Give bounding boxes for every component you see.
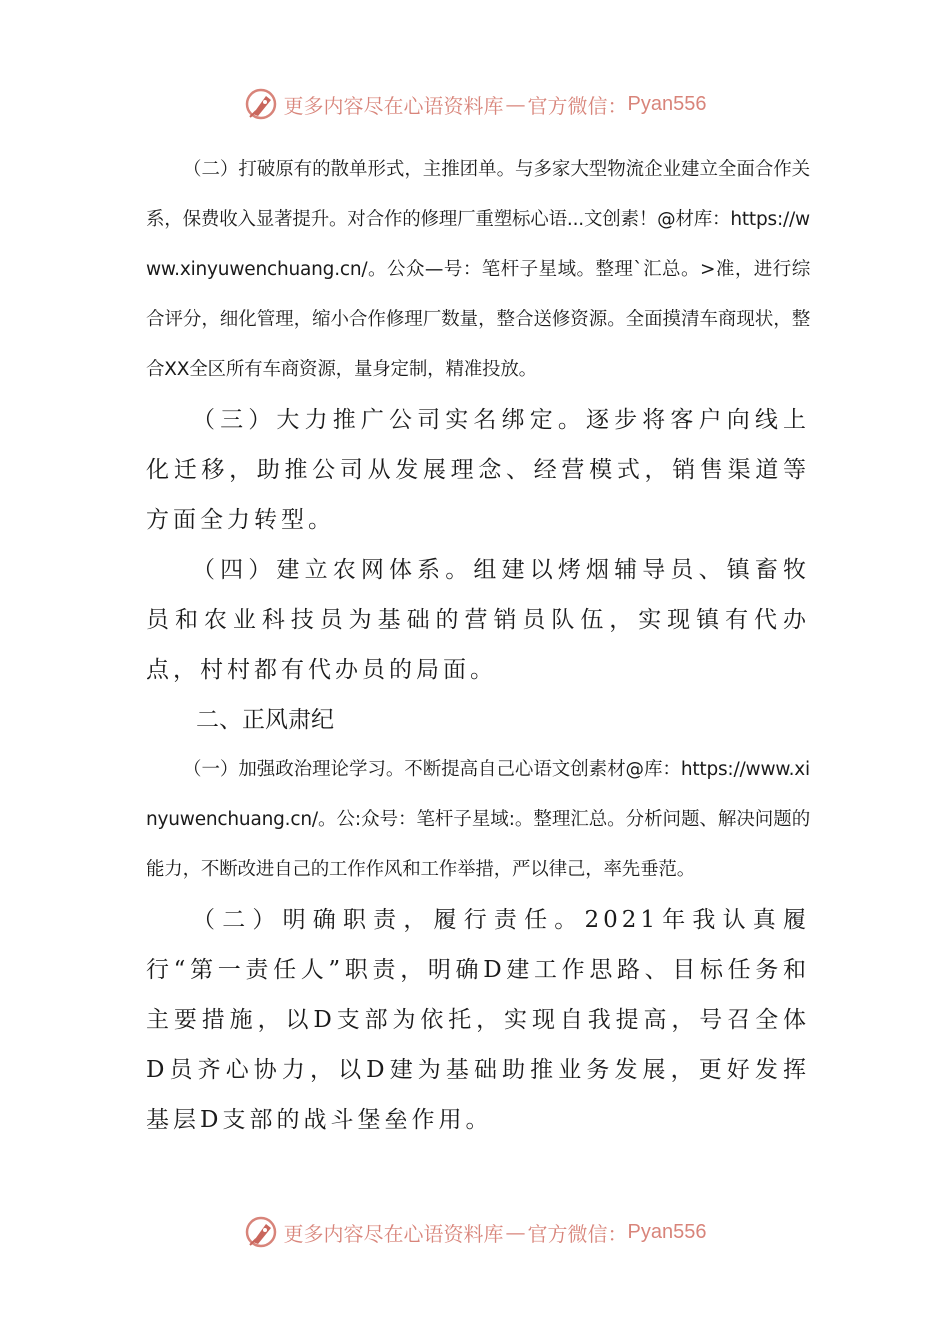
pen-nib-logo-icon <box>244 87 278 121</box>
paragraph-real-name-binding: （三）大力推广公司实名绑定。逐步将客户向线上化迁移，助推公司从发展理念、经营模式，销售渠道等方面全力转型。 <box>146 407 810 533</box>
banner-label: 官方微信： <box>527 1221 628 1246</box>
banner-text: 更多内容尽在心语资料库 <box>283 1221 504 1246</box>
header-watermark-banner <box>0 84 950 124</box>
banner-wechat-id: Pyan556 <box>627 92 707 115</box>
paragraph-rural-network: （四）建立农网体系。组建以烤烟辅导员、镇畜牧员和农业科技员为基础的营销员队伍，实现镇有代办点，村村都有代办员的局面。 <box>146 557 810 683</box>
paragraph-group-orders: （二）打破原有的散单形式，主推团单。与多家大型物流企业建立全面合作关系，保费收入显著提升。对合作的修理厂重塑标心语...文创素！@材库：https://www.xinyuwenchuang.cn/。公众—号：笔杆子星域。整理`汇总。>准，进行综合评分，细化管理，缩小合作修理厂数量，整合送修资源。全面摸清车商现状，整合XX全区所有车商资源，量身定制，精准投放。 <box>146 159 810 380</box>
banner-wechat-id: Pyan556 <box>627 1220 707 1243</box>
banner-dash: — <box>505 1220 526 1244</box>
footer-watermark-banner <box>0 1212 950 1252</box>
paragraph-political-study: （一）加强政治理论学习。不断提高自己心语文创素材@库：https://www.xinyuwenchuang.cn/。公:众号：笔杆子星域:。整理汇总。分析问题、解决问题的能力，不断改进自己的工作作风和工作举措，严以律己，率先垂范。 <box>146 759 810 880</box>
banner-label: 官方微信： <box>527 93 628 118</box>
paragraph-responsibilities: （二）明确职责，履行责任。2021年我认真履行“第一责任人”职责，明确D建工作思路、目标任务和主要措施，以D支部为依托，实现自我提高，号召全体D员齐心协力，以D建为基础助推业务发展，更好发挥基层D支部的战斗堡垒作用。 <box>146 907 810 1133</box>
banner-dash: — <box>505 92 526 116</box>
section-heading-discipline: 二、正风肃纪 <box>196 707 334 733</box>
pen-nib-logo-icon <box>244 1215 278 1249</box>
document-body <box>146 145 810 1145</box>
banner-text: 更多内容尽在心语资料库 <box>283 93 504 118</box>
